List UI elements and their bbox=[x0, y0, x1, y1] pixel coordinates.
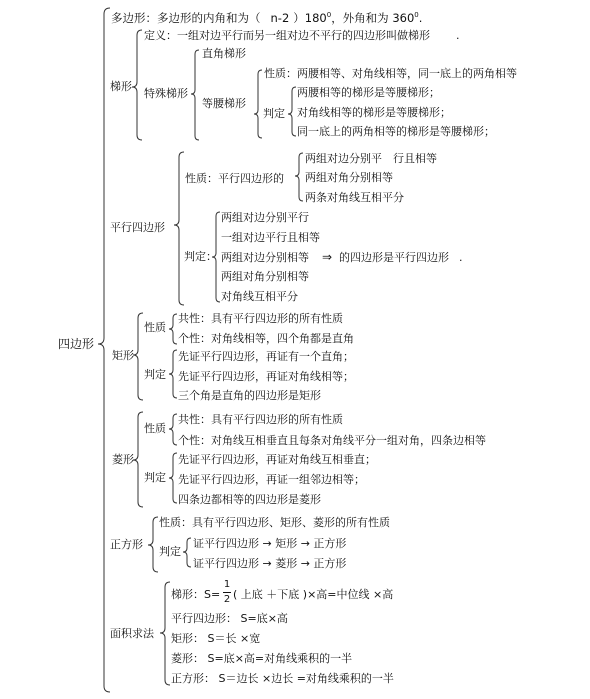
parallelogram-judge-label: 判定： bbox=[184, 250, 217, 263]
brace-rhomb-judge bbox=[169, 453, 177, 503]
rectangle-nature-label: 性质 bbox=[144, 321, 166, 334]
rhombus-individual-property: 个性：对角线互相垂直且每条对角线平分一组对角，四条边相等 bbox=[178, 434, 486, 447]
trapezoid-label: 梯形 bbox=[110, 80, 132, 93]
rhombus-judge-item: 四条边都相等的四边形是菱形 bbox=[178, 493, 321, 506]
polygon-tail: . bbox=[418, 11, 423, 25]
trapezoid-judge-item: 对角线相等的梯形是等腰梯形； bbox=[297, 106, 451, 119]
trapezoid-definition-text: 定义：一组对边平行而另一组对边不平行的四边形叫做梯形 bbox=[144, 29, 430, 42]
isosceles-property: 性质：两腰相等、对角线相等，同一底上的两角相等 bbox=[264, 67, 517, 80]
rectangle-label: 矩形 bbox=[112, 349, 134, 362]
area-label: 面积求法 bbox=[110, 627, 154, 640]
brace-rect-judge bbox=[169, 350, 177, 398]
area-trapezoid-rest: ( 上底 ＋下底 )×高=中位线 ×高 bbox=[233, 588, 394, 601]
rectangle-judge-label: 判定 bbox=[144, 368, 166, 381]
rectangle-common-property: 共性：具有平行四边形的所有性质 bbox=[178, 312, 343, 325]
parallelogram-judge-item: 两组对边分别相等 bbox=[221, 251, 309, 264]
parallelogram-judge-item: 两组对角分别相等 bbox=[221, 270, 309, 283]
polygon-sum-line bbox=[111, 8, 422, 25]
rhombus-common-property: 共性：具有平行四边形的所有性质 bbox=[178, 413, 343, 426]
polygon-mid: ）180 bbox=[293, 11, 327, 25]
polygon-mid2: ，外角和为 360 bbox=[331, 11, 415, 25]
parallelogram-judge-item: 两组对边分别平行 bbox=[221, 211, 309, 224]
square-label: 正方形 bbox=[110, 538, 143, 551]
brace-special bbox=[191, 50, 199, 140]
square-judge-label: 判定 bbox=[159, 545, 181, 558]
parallelogram-property-item: 两条对角线互相平分 bbox=[305, 191, 404, 204]
parallelogram-property-item: 两组对边分别平 行且相等 bbox=[305, 152, 437, 165]
rectangle-judge-item: 先证平行四边形，再证有一个直角； bbox=[178, 350, 354, 363]
polygon-prefix: 多边形：多边形的内角和为（ bbox=[111, 11, 261, 25]
polygon-degree-1: 0 bbox=[326, 11, 332, 19]
trapezoid-judge-item: 同一底上的两角相等的梯形是等腰梯形； bbox=[297, 125, 495, 138]
square-judge-item: 证平行四边形 → 矩形 → 正方形 bbox=[193, 537, 347, 550]
parallelogram-conclusion-text: 的四边形是平行四边形 bbox=[339, 251, 449, 264]
parallelogram-conclusion-tail: . bbox=[459, 251, 463, 264]
brace-trap-judge bbox=[288, 87, 296, 136]
polygon-degree-2: 0 bbox=[414, 11, 419, 19]
special-trapezoid-label: 特殊梯形 bbox=[144, 87, 188, 100]
rhombus-judge-label: 判定 bbox=[144, 471, 166, 484]
root-label: 四边形 bbox=[58, 337, 95, 351]
area-parallelogram: 平行四边形： S=底×高 bbox=[171, 612, 288, 625]
brace-area bbox=[160, 582, 170, 685]
area-square: 正方形： S＝边长 ×边长 =对角线乘积的一半 bbox=[171, 672, 394, 685]
parallelogram-judge-item: 对角线互相平分 bbox=[221, 290, 298, 303]
brace-parallelogram bbox=[174, 152, 184, 305]
parallelogram-property-label: 性质：平行四边形的 bbox=[185, 172, 284, 185]
brace-rectangle bbox=[133, 313, 143, 400]
rectangle-judge-item: 先证平行四边形，再证对角线相等； bbox=[178, 370, 354, 383]
parallelogram-conclusion bbox=[339, 251, 463, 265]
parallelogram-judge-item: 一组对边平行且相等 bbox=[221, 231, 320, 244]
brace-isosceles bbox=[254, 70, 262, 138]
rhombus-nature-label: 性质 bbox=[144, 422, 166, 435]
brace-rect-nature bbox=[169, 314, 177, 344]
parallelogram-label: 平行四边形 bbox=[110, 221, 165, 234]
right-trapezoid-label: 直角梯形 bbox=[202, 47, 246, 60]
rhombus-label: 菱形 bbox=[112, 453, 134, 466]
square-judge-item: 证平行四边形 → 菱形 → 正方形 bbox=[193, 557, 347, 570]
trapezoid-judge-item: 两腰相等的梯形是等腰梯形； bbox=[297, 86, 440, 99]
brace-square bbox=[148, 517, 158, 572]
brace-rhombus bbox=[133, 412, 143, 507]
rectangle-judge-item: 三个角是直角的四边形是矩形 bbox=[178, 389, 321, 402]
brace-square-judge bbox=[183, 538, 191, 567]
rhombus-judge-item: 先证平行四边形，再证对角线互相垂直； bbox=[178, 453, 376, 466]
square-property: 性质：具有平行四边形、矩形、菱形的所有性质 bbox=[159, 516, 390, 529]
trapezoid-definition-tail: . bbox=[456, 29, 460, 42]
fraction-bar bbox=[223, 592, 231, 593]
fraction-denominator: 2 bbox=[223, 594, 231, 605]
rectangle-individual-property: 个性：对角线相等，四个角都是直角 bbox=[178, 332, 354, 345]
parallelogram-property-item: 两组对角分别相等 bbox=[305, 171, 393, 184]
brace-rhomb-nature bbox=[169, 414, 177, 445]
brace-root bbox=[98, 8, 110, 692]
rhombus-judge-item: 先证平行四边形，再证一组邻边相等； bbox=[178, 473, 365, 486]
area-rhombus: 菱形： S=底×高=对角线乘积的一半 bbox=[171, 652, 353, 665]
trapezoid-judge-label: 判定 bbox=[263, 107, 285, 120]
isosceles-trapezoid-label: 等腰梯形 bbox=[202, 97, 246, 110]
polygon-n-expr: n-2 bbox=[270, 11, 290, 25]
brace-para-property bbox=[295, 153, 303, 201]
trapezoid-definition bbox=[144, 29, 460, 43]
implies-arrow: ⇒ bbox=[322, 250, 333, 264]
area-rectangle: 矩形： S＝长 ×宽 bbox=[171, 632, 261, 645]
fraction-numerator: 1 bbox=[223, 579, 231, 590]
brace-trapezoid bbox=[132, 30, 142, 140]
area-trapezoid-prefix: 梯形：S= bbox=[171, 588, 221, 601]
